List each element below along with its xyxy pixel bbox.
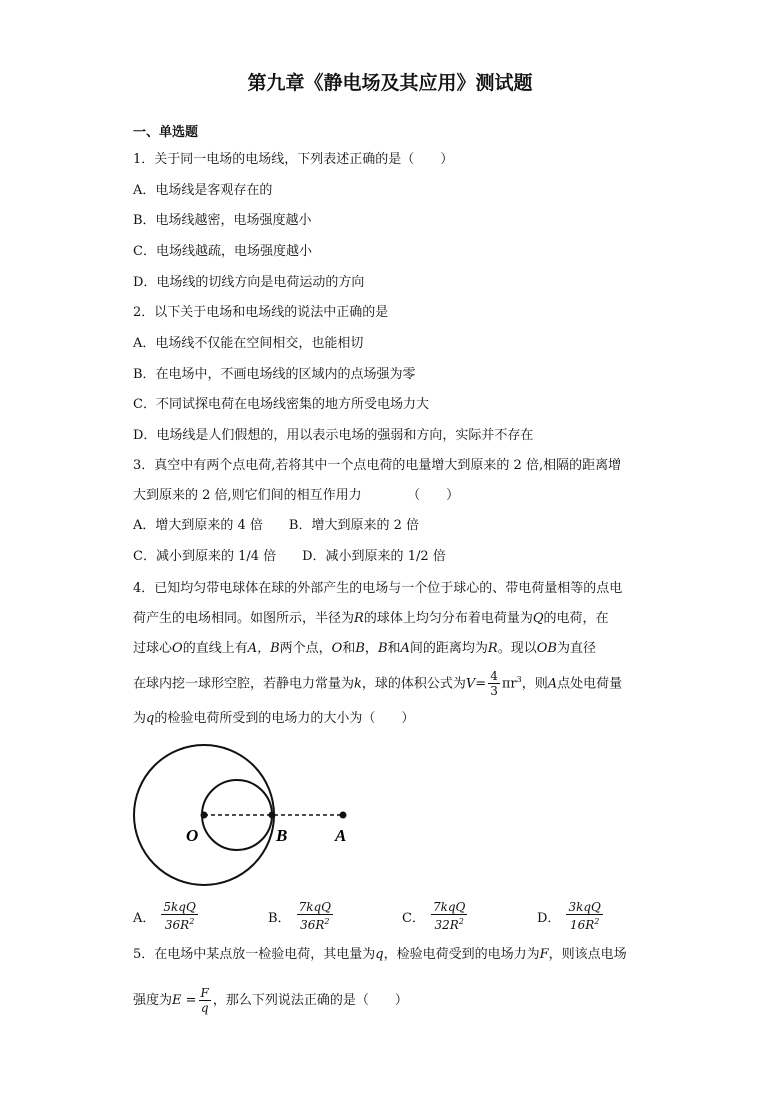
q4-text: 荷产生的电场相同。如图所示，半径为 (133, 611, 355, 626)
var-B: B (355, 641, 365, 656)
var-O: O (331, 641, 343, 656)
q4-text: 在球内挖一球形空腔，若静电力常量为 (133, 676, 355, 692)
var-q: q (146, 711, 155, 726)
option-label: C． (402, 910, 425, 926)
var-A: A (547, 676, 558, 692)
var-O: O (172, 641, 183, 656)
q5-text: ，那么下列说法正确的是（ ） (212, 993, 408, 1008)
q4-line1: 4．已知均匀带电球体在球的外部产生的电场与一个位于球心的、带电荷量相等的点电 (133, 581, 623, 596)
point-O (201, 812, 208, 819)
q4-text: 的电荷，在 (543, 611, 609, 626)
var-Q: Q (532, 611, 544, 626)
q4-text: 的检验电荷所受到的电场力的大小为（ ） (154, 711, 415, 726)
q4-text: 的直线上有 (182, 641, 248, 656)
var-A: A (400, 641, 410, 656)
fraction-numerator: 5kqQ (163, 900, 196, 914)
q4-line5 (133, 710, 414, 728)
var-R: R (487, 641, 498, 656)
var-E: E = (172, 993, 197, 1008)
page-title: 第九章《静电场及其应用》测试题 (247, 72, 533, 94)
q1-option-d: D．电场线的切线方向是电荷运动的方向 (133, 275, 365, 290)
den-text: 36R (164, 918, 190, 932)
fraction-denominator: $36R^2$ (164, 917, 195, 932)
option-label: B． (268, 910, 291, 926)
point-B (269, 812, 276, 819)
sphere-cavity-diagram (128, 740, 368, 890)
q1-stem: 1．关于同一电场的电场线，下列表述正确的是（ ） (133, 152, 454, 167)
fraction-numerator: 4 (490, 669, 498, 684)
q4-line3: 过球心O的直线上有A，B两个点，O和B，B和A间的距离均为R。现以OB为直径 (133, 641, 596, 656)
q4-text: ，则 (521, 676, 548, 692)
q3-options-ab: A．增大到原来的 4 倍 B．增大到原来的 2 倍 (133, 518, 420, 533)
q4-line2 (133, 610, 609, 628)
q2-option-b: B．在电场中，不画电场线的区域内的点场强为零 (133, 367, 416, 382)
var-R: R (354, 611, 364, 626)
q1-option-c: C．电场线越疏，电场强度越小 (133, 244, 312, 259)
var-AB: A，B (247, 641, 280, 656)
fraction-denominator: $36R^2$ (300, 917, 330, 932)
fraction-denominator: q (200, 1001, 209, 1015)
q1-option-a: A．电场线是客观存在的 (133, 183, 273, 198)
fraction-numerator: F (200, 986, 209, 1000)
var-OB: OB (536, 641, 557, 656)
q4-option-b (268, 900, 335, 932)
option-fraction (161, 900, 197, 932)
q4-option-d (537, 900, 605, 932)
option-label: A． (133, 910, 156, 926)
var-V: V= (465, 676, 487, 692)
q2-option-c: C．不同试探电荷在电场线密集的地方所受电场力大 (133, 397, 429, 412)
q3-stem-line2: 大到原来的 2 倍,则它们间的相互作用力 （ ） (133, 488, 460, 503)
fraction-numerator: 7kqQ (432, 900, 466, 914)
option-fraction (297, 900, 333, 932)
q4-text: 和 (387, 641, 401, 656)
option-fraction (566, 900, 602, 932)
q5-text: ，检验电荷受到的电场力为 (383, 947, 540, 962)
q4-line4: 在球内挖一球形空腔，若静电力常量为k，球的体积公式为V= $\frac{4}{3}$ $\pi r^3$，则A点处电荷量 (133, 669, 623, 699)
q5-text: ，则该点电场 (548, 947, 627, 962)
var-k: k (354, 676, 362, 692)
q2-option-a: A．电场线不仅能在空间相交，也能相切 (133, 336, 364, 351)
q1-option-b: B．电场线越密，电场强度越小 (133, 213, 312, 228)
fraction-denominator: $16R^2$ (569, 917, 600, 932)
pi-r: πr (501, 676, 517, 692)
q4-text: 间的距离均为 (409, 641, 488, 656)
fraction-denominator: 3 (490, 684, 498, 699)
fraction-denominator: $32R^2$ (434, 917, 464, 932)
q3-options-cd: C．减小到原来的 1/4 倍 D．减小到原来的 1/2 倍 (133, 549, 446, 564)
label-O: O (186, 826, 199, 845)
label-B: B (276, 826, 288, 845)
q4-option-c (402, 900, 469, 932)
volume-fraction (488, 669, 500, 698)
den-text: 32R (434, 918, 459, 932)
q5-text: 5．在电场中某点放一检验电荷，其电量为 (133, 947, 376, 962)
section-heading: 一、单选题 (133, 125, 199, 140)
field-fraction (199, 986, 211, 1015)
q4-text: 的球体上均匀分布着电荷量为 (363, 611, 533, 626)
q4-text: 和 (342, 641, 356, 656)
point-A (340, 812, 347, 819)
q3-stem-line1: 3．真空中有两个点电荷,若将其中一个点电荷的电量增大到原来的 2 倍,相隔的距离增 (133, 458, 622, 473)
q2-stem: 2．以下关于电场和电场线的说法中正确的是 (133, 305, 389, 320)
q5-line2 (133, 985, 408, 1017)
den-text: 16R (569, 918, 595, 932)
var-B: B (377, 641, 388, 656)
q2-option-d: D．电场线是人们假想的，用以表示电场的强弱和方向，实际并不存在 (133, 428, 534, 443)
option-fraction (431, 900, 467, 932)
den-text: 36R (300, 918, 325, 932)
q4-option-a (133, 900, 200, 932)
fraction-numerator: 7kqQ (298, 900, 331, 914)
q4-text: 过球心 (133, 641, 173, 656)
q4-text: 两个点， (279, 641, 332, 656)
var-F: F (539, 947, 549, 962)
fraction-numerator: 3kqQ (568, 900, 601, 914)
q5-text: 强度为 (133, 993, 173, 1008)
q4-text: 为 (133, 711, 147, 726)
q4-text: ，球的体积公式为 (361, 676, 466, 692)
q4-text: 点处电荷量 (557, 676, 623, 692)
q4-text: 为直径 (556, 641, 596, 656)
var-q: q (375, 947, 384, 962)
label-A: A (335, 826, 347, 845)
q4-text: 。现以 (497, 641, 537, 656)
option-label: D． (537, 910, 561, 926)
q5-line1 (133, 946, 627, 964)
